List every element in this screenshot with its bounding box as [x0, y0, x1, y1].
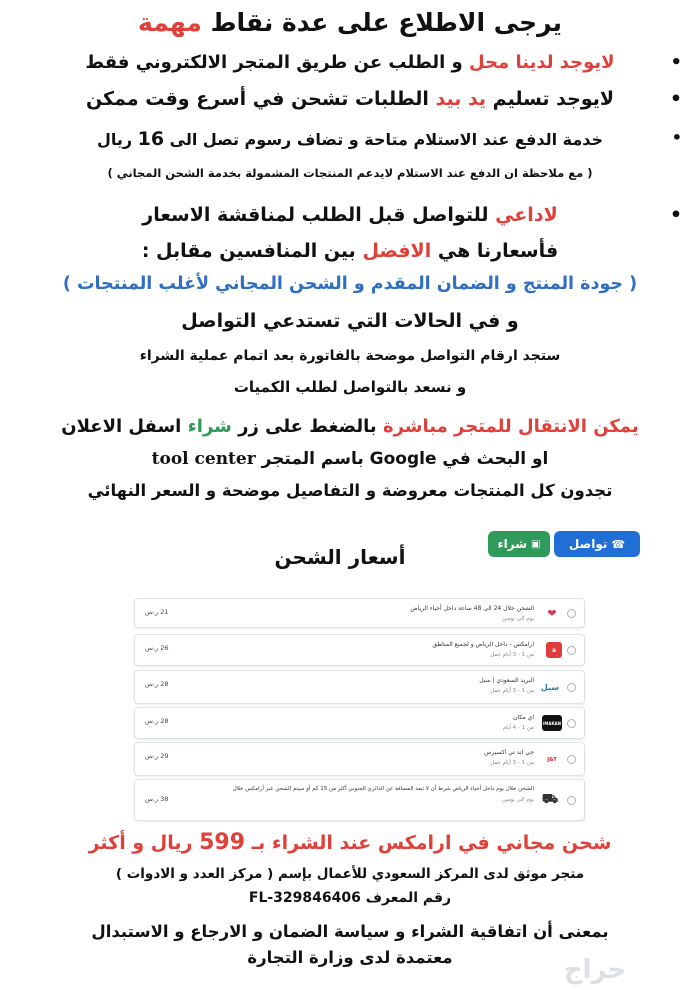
registration-id-value: FL-329846406	[248, 890, 361, 906]
page-title	[0, 8, 700, 37]
shipping-option-name: اي مكان	[512, 714, 534, 721]
shipping-option-price: 28 ر.س	[145, 717, 169, 725]
approval-note: معتمدة لدى وزارة التجارة	[247, 948, 453, 967]
shipping-option-duration: يوم الى يومين	[501, 797, 534, 803]
note-cod-remark: ( مع ملاحظة ان الدفع عند الاستلام لايدعم المنتجات المشمولة بخدمة الشحن المجاني )	[107, 166, 593, 180]
shipping-option-price: 21 ر.س	[145, 608, 169, 616]
verified-store-note: متجر موثق لدى المركز السعودي للأعمال بإسم ( مركز العدد و الادوات )	[115, 866, 585, 882]
registration-id-label: رقم المعرف	[360, 890, 452, 906]
free-shipping-note	[0, 830, 700, 855]
aramex-logo-icon: a	[546, 642, 562, 658]
note-best-a: فأسعارنا هي	[431, 240, 559, 262]
radio-button[interactable]	[567, 755, 576, 764]
jt-express-logo-icon: J&T	[547, 757, 557, 763]
note-cod-b: ريال	[96, 130, 138, 149]
cart-icon: ▣	[531, 538, 541, 550]
shipping-title: أسعار الشحن	[274, 545, 406, 569]
radio-button[interactable]	[567, 796, 576, 805]
note-products: تجدون كل المنتجات معروضة و التفاصيل موضحة و السعر النهائي	[87, 481, 613, 500]
note-hand-red: يد بيد	[435, 88, 487, 110]
title-main: يرجى الاطلاع على عدة نقاط	[201, 8, 563, 37]
note-search-google: Google	[369, 449, 437, 469]
note-hand-delivery	[0, 88, 700, 110]
shipping-option[interactable]	[134, 598, 585, 628]
note-quality: ( جودة المنتج و الضمان المقدم و الشحن المجاني لأغلب المنتجات )	[62, 274, 638, 294]
shipping-option-price: 38 ر.س	[145, 795, 169, 803]
note-search-store: tool center	[151, 449, 256, 469]
note-goto-red: يمكن الانتقال للمتجر مباشرة	[382, 416, 639, 437]
note-goto-store	[0, 416, 700, 437]
shipping-option[interactable]	[134, 707, 585, 739]
shipping-option[interactable]	[134, 670, 585, 704]
note-hand-a: لايوجد تسليم	[486, 88, 615, 110]
contact-icon: ☎	[611, 537, 626, 551]
note-quantities: و نسعد بالتواصل لطلب الكميات	[233, 378, 467, 396]
shipping-option[interactable]	[134, 634, 585, 666]
contact-button-label: تواصل	[568, 537, 608, 551]
note-search-a: او البحث في	[436, 449, 549, 469]
truck-icon: ⛟	[541, 791, 559, 807]
shipping-option[interactable]	[134, 779, 585, 821]
note-best-red: الافضل	[362, 240, 432, 262]
title-accent: مهمة	[137, 8, 202, 37]
free-shipping-amount: 599	[199, 830, 246, 855]
radio-button[interactable]	[567, 719, 576, 728]
note-best-b: بين المنافسين مقابل :	[141, 240, 363, 262]
note-search-b: باسم المتجر	[255, 449, 370, 469]
note-goto-b: اسفل الاعلان	[61, 416, 188, 437]
note-best-price	[0, 240, 700, 262]
shipping-option-duration: من 1 - 3 أيام عمل	[490, 760, 534, 766]
shipping-option-duration: من 1 - 4 أيام	[502, 725, 534, 731]
shipping-option-name: ارامكس - داخل الرياض و لجميع المناطق	[432, 641, 534, 648]
note-cod	[0, 128, 700, 150]
note-no-shop	[0, 52, 700, 73]
shipping-option-name: جي اند تي اكسبرس	[484, 749, 534, 756]
watermark: حراج	[563, 955, 627, 985]
shipping-option-duration: يوم الى يومين	[501, 616, 534, 622]
note-goto-green: شراء	[187, 416, 232, 437]
policy-note: بمعنى أن اتفاقية الشراء و سياسة الضمان و الارجاع و الاستبدال	[91, 922, 609, 941]
shipping-option-duration: من 1 - 3 أيام عمل	[490, 652, 534, 658]
shipping-option-duration: من 1 - 3 أيام عمل	[490, 688, 534, 694]
note-no-shop-rest: و الطلب عن طريق المتجر الالكتروني فقط	[85, 52, 470, 73]
free-shipping-b: ريال و أكثر	[88, 832, 200, 854]
shipping-option[interactable]	[134, 742, 585, 776]
shipping-option-name: الشحن خلال يوم داخل أحياء الرياض شرط أن لا تبعد المسافة عن الدائري الجنوبي أكثر من 15 كم أو سيتم الشحن عبر أرامكس خلال	[232, 786, 534, 792]
radio-button[interactable]	[567, 683, 576, 692]
buy-button-label: شراء	[497, 537, 528, 551]
note-negotiate-rest: للتواصل قبل الطلب لمناقشة الاسعار	[142, 204, 496, 226]
shipping-option-name: البريد السعودي | سبل	[479, 677, 534, 684]
note-hand-b: الطلبات تشحن في أسرع وقت ممكن	[85, 88, 436, 110]
imakan-logo-icon: iMAKAN	[542, 715, 562, 731]
note-search	[0, 449, 700, 469]
saudi-post-logo-icon: سبل	[540, 682, 560, 692]
radio-button[interactable]	[567, 609, 576, 618]
note-goto-a: بالضغط على زر	[231, 416, 383, 437]
note-cod-amount: 16	[137, 128, 165, 150]
shipping-option-name: الشحن خلال 24 الى 48 ساعة داخل أحياء الرياض	[410, 605, 534, 612]
radio-button[interactable]	[567, 646, 576, 655]
note-cod-a: خدمة الدفع عند الاستلام متاحة و تضاف رسوم تصل الى	[164, 130, 604, 149]
note-numbers: ستجد ارقام التواصل موضحة بالفاتورة بعد اتمام عملية الشراء	[139, 348, 561, 364]
note-cases: و في الحالات التي تستدعي التواصل	[181, 310, 519, 332]
shipping-option-price: 29 ر.س	[145, 752, 169, 760]
location-pin-icon: ❤	[547, 606, 557, 620]
shipping-option-price: 26 ر.س	[145, 644, 169, 652]
registration-id	[0, 890, 700, 906]
note-negotiate-red: لاداعي	[495, 204, 558, 226]
free-shipping-a: شحن مجاني في ارامكس عند الشراء بـ	[245, 832, 612, 854]
note-no-shop-red: لايوجد لدينا محل	[469, 52, 615, 73]
shipping-option-price: 28 ر.س	[145, 680, 169, 688]
note-no-negotiation	[0, 204, 700, 226]
